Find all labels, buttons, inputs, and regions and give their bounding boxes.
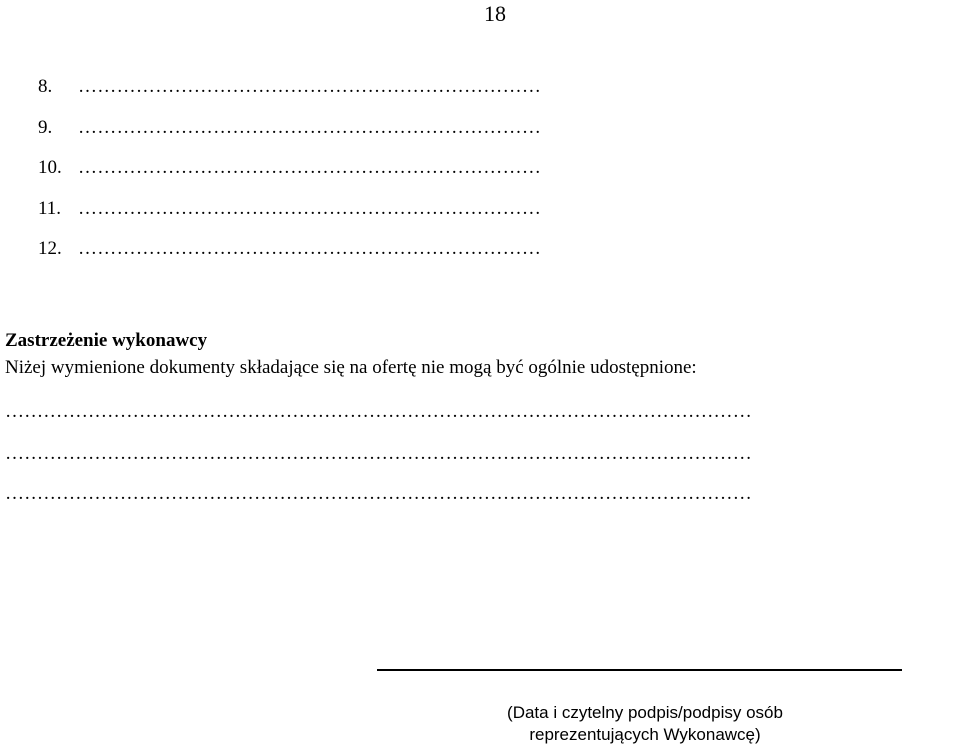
reservation-heading: Zastrzeżenie wykonawcy bbox=[5, 330, 208, 351]
numbered-list bbox=[38, 72, 878, 275]
list-item-dots: ……………………………………………………………… bbox=[78, 116, 542, 138]
list-item-dots: ……………………………………………………………… bbox=[78, 238, 542, 259]
list-item-dots: ……………………………………………………………… bbox=[78, 157, 542, 178]
list-item-number: 8. bbox=[38, 76, 53, 97]
list-item-dots: ……………………………………………………………… bbox=[78, 76, 542, 97]
list-item-number: 9. bbox=[38, 116, 53, 138]
signature-line bbox=[377, 669, 902, 671]
list-item bbox=[38, 234, 878, 275]
signature-caption bbox=[440, 702, 850, 746]
reservation-dot-line-3: ……………………………………………………………………………………………………… bbox=[5, 483, 752, 504]
list-item-number: 11. bbox=[38, 197, 62, 219]
list-item bbox=[38, 113, 878, 154]
reservation-dot-line-2: ……………………………………………………………………………………………………… bbox=[5, 443, 752, 464]
list-item-number: 12. bbox=[38, 238, 62, 259]
list-item-number: 10. bbox=[38, 157, 62, 178]
list-item bbox=[38, 72, 878, 113]
reservation-text: Niżej wymienione dokumenty składające się na ofertę nie mogą być ogólnie udostępnione: bbox=[5, 357, 697, 378]
list-item-dots: ……………………………………………………………… bbox=[78, 197, 542, 219]
signature-caption-line-2: reprezentujących Wykonawcę) bbox=[529, 725, 761, 744]
list-item bbox=[38, 153, 878, 194]
signature-caption-line-1: (Data i czytelny podpis/podpisy osób bbox=[507, 703, 783, 722]
page-number: 18 bbox=[484, 1, 506, 26]
reservation-dot-line-1: ……………………………………………………………………………………………………… bbox=[5, 401, 752, 422]
list-item bbox=[38, 194, 878, 235]
